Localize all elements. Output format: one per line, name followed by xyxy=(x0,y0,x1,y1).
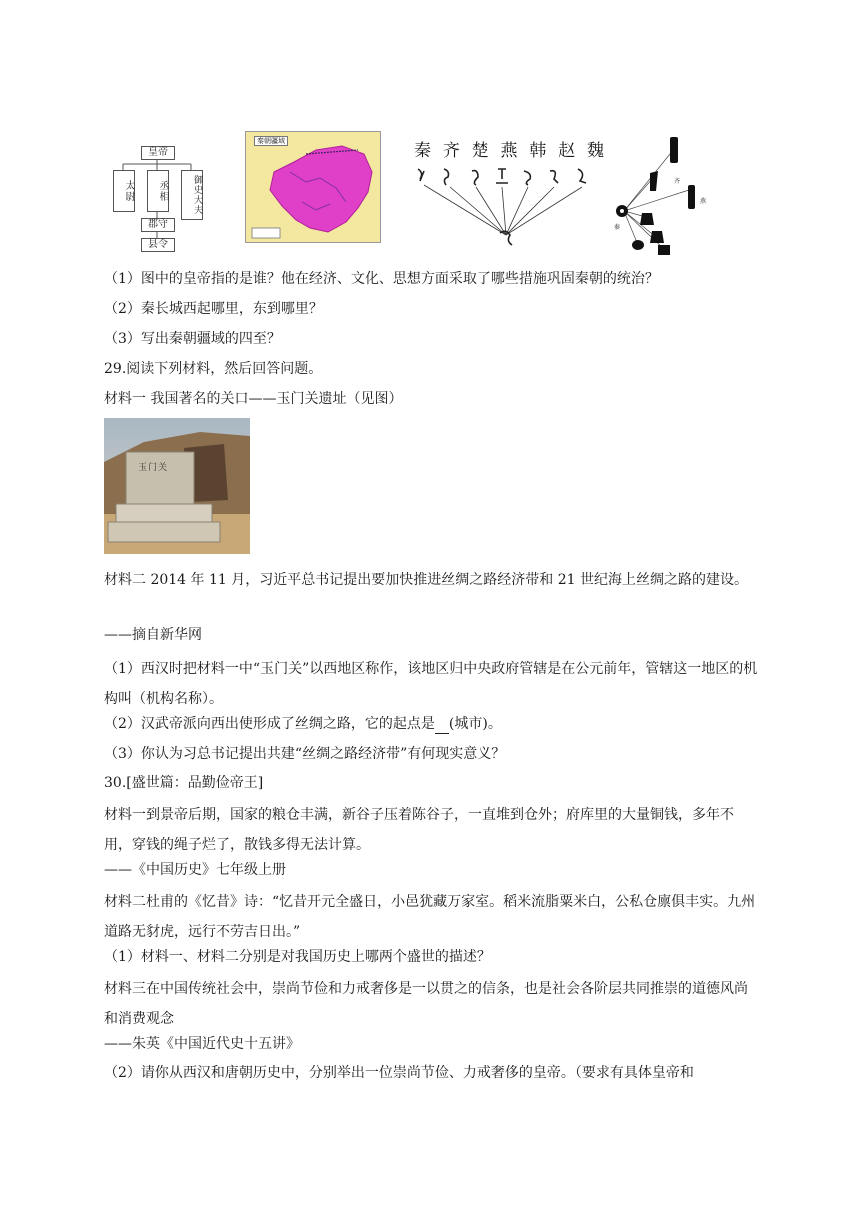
org-chart-figure xyxy=(105,144,209,254)
map-title: 秦朝疆域 xyxy=(254,136,288,146)
seven-states-scripts-figure xyxy=(414,141,604,251)
svg-text:燕: 燕 xyxy=(700,198,707,205)
svg-text:秦: 秦 xyxy=(614,224,621,231)
state-qin: 秦 xyxy=(414,141,431,161)
org-emperor: 皇帝 xyxy=(141,146,175,160)
state-yan: 燕 xyxy=(500,141,518,161)
scripts-glyphs xyxy=(414,141,604,251)
q30-material3-source: ——朱英《中国近代史十五讲》 xyxy=(104,1036,300,1052)
yumenguan-photo xyxy=(104,418,250,554)
blank-line xyxy=(435,719,449,734)
q28-part2: （2）秦长城西起哪里，东到哪里？ xyxy=(104,301,323,317)
q29-part2-city: (城市)。 xyxy=(448,716,502,732)
state-wei: 魏 xyxy=(586,141,604,161)
q30-material1: 材料一到景帝后期，国家的粮仓丰满，新谷子压着陈谷子，一直堆到仓外；府库里的大量铜钱，多年不用，穿钱的绳子烂了，散钱多得无法计算。 xyxy=(104,807,734,853)
q29-part2-text: （2）汉武帝派向西出使形成了丝绸之路，它的起点是 xyxy=(104,716,435,732)
org-junshou: 郡守 xyxy=(141,218,175,232)
photo-scene xyxy=(104,418,250,554)
photo-stele-text: 玉门关 xyxy=(138,463,169,473)
coins-unification-figure xyxy=(612,133,714,257)
state-zhao: 赵 xyxy=(558,141,576,161)
q29-material1: 材料一 我国著名的关口——玉门关遗址（见图） xyxy=(104,391,403,407)
q29-heading: 29.阅读下列材料，然后回答问题。 xyxy=(104,361,323,377)
q30-part1: （1）材料一、材料二分别是对我国历史上哪两个盛世的描述？ xyxy=(104,949,491,965)
svg-text:齐: 齐 xyxy=(674,178,681,185)
q30-material3: 材料三在中国传统社会中，崇尚节俭和力戒奢侈是一以贯之的信条，也是社会各阶层共同推崇的道德风尚和消费观念 xyxy=(104,981,748,1027)
q30-part2: （2）请你从西汉和唐朝历史中，分别举出一位崇尚节俭、力戒奢侈的皇帝。（要求有具体皇帝和 xyxy=(104,1065,694,1081)
q30-heading: 30.[盛世篇：品勤俭帝王] xyxy=(104,775,264,791)
coins-glyphs xyxy=(612,133,714,257)
q30-material2: 材料二杜甫的《忆昔》诗：“忆昔开元全盛日，小邑犹藏万家室。稻米流脂粟米白，公私仓廪俱丰实。九州道路无豺虎，远行不劳吉日出。” xyxy=(104,894,756,940)
q28-part1: （1）图中的皇帝指的是谁？他在经济、文化、思想方面采取了哪些措施巩固秦朝的统治？ xyxy=(104,271,659,287)
state-han: 韩 xyxy=(529,141,547,161)
org-taiwei: 太尉 xyxy=(113,170,135,212)
q29-source: ——摘自新华网 xyxy=(104,627,202,643)
q29-part2 xyxy=(104,714,502,734)
q30-material1-source: ——《中国历史》七年级上册 xyxy=(104,862,286,878)
qin-territory-map xyxy=(245,131,381,243)
state-qi: 齐 xyxy=(442,141,460,161)
q28-part3: （3）写出秦朝疆域的四至？ xyxy=(104,331,281,347)
state-chu: 楚 xyxy=(471,141,489,161)
org-yushi: 御史大夫 xyxy=(181,170,203,220)
q29-part1: （1）西汉时把材料一中“玉门关”以西地区称作，该地区归中央政府管辖是在公元前年，管辖这一地区的机构叫（机构名称）。 xyxy=(104,661,758,707)
org-xianling: 县令 xyxy=(141,238,175,252)
map-shape xyxy=(246,132,380,242)
q29-part3: （3）你认为习总书记提出共建“丝绸之路经济带”有何现实意义？ xyxy=(104,746,506,762)
org-chengxiang: 丞相 xyxy=(147,170,169,212)
q29-material2: 材料二 2014 年 11 月，习近平总书记提出要加快推进丝绸之路经济带和 21 世纪海上丝绸之路的建设。 xyxy=(104,572,748,588)
